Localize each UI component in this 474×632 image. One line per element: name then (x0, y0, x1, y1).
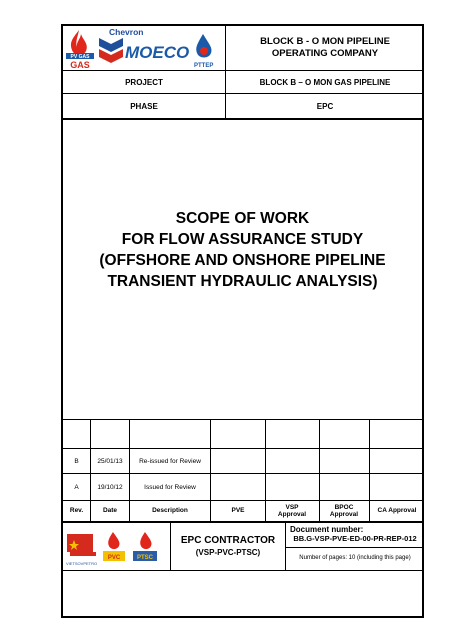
title-line1: SCOPE OF WORK (175, 210, 310, 227)
col-rev: Rev. (69, 507, 84, 515)
gas-label: GAS (70, 60, 90, 70)
phase-label: PHASE (130, 101, 158, 111)
col-bpoc-approval: BPOC Approval (329, 503, 359, 518)
epc-contractor (171, 523, 285, 570)
date-b: 25/01/13 (97, 457, 123, 465)
rev-a: A (74, 483, 79, 491)
pvgas-small-label: PV GAS (70, 54, 90, 60)
title-line2: FOR FLOW ASSURANCE STUDY (121, 231, 364, 248)
company-name-line2: OPERATING COMPANY (271, 48, 379, 59)
flag-base (70, 552, 96, 556)
vietsovpetro-label: VIETSOVPETRO (66, 561, 98, 566)
company-name (226, 26, 424, 70)
doc-number-value: BB.G-VSP-PVE-ED-00-PR-REP-012 (293, 534, 417, 543)
pvc-flame-icon (108, 532, 119, 549)
ptsc-label: PTSC (136, 555, 154, 561)
contractor-logos (65, 524, 169, 568)
vietsovpetro-flag-icon (67, 534, 93, 552)
title-line3: (OFFSHORE AND ONSHORE PIPELINE (99, 252, 386, 269)
epc-contractor-line1: EPC CONTRACTOR (180, 535, 276, 546)
pttep-dot (200, 47, 208, 55)
document-title (63, 208, 422, 292)
doc-number-label: Document number: (290, 525, 364, 534)
rev-b: B (74, 457, 79, 465)
document-number-block (286, 523, 424, 570)
date-a: 19/10/12 (97, 483, 123, 491)
client-logos-graphic (63, 26, 225, 70)
pttep-label: PTTEP (194, 63, 214, 69)
pvgas-flame-icon (71, 30, 87, 55)
contractor-logos-graphic (65, 524, 169, 568)
col-ca-approval: CA Approval (377, 507, 417, 515)
chevron-blue-icon (99, 38, 123, 52)
phase-value: EPC (316, 101, 334, 111)
pvc-label: PVC (107, 555, 121, 561)
moeco-label: MOECO (125, 43, 190, 62)
pages-count: Number of pages: 10 (including this page) (299, 555, 411, 561)
desc-a: Issued for Review (144, 483, 196, 491)
project-label: PROJECT (125, 77, 163, 87)
company-name-line1: BLOCK B - O MON PIPELINE (260, 36, 390, 47)
document-frame (61, 24, 424, 618)
ptsc-flame-icon (140, 532, 151, 549)
epc-contractor-line2: (VSP-PVC-PTSC) (195, 548, 261, 557)
client-logos (63, 26, 225, 70)
col-description: Description (152, 507, 188, 515)
project-value: BLOCK B – O MON GAS PIPELINE (259, 77, 391, 87)
title-line4: TRANSIENT HYDRAULIC ANALYSIS) (107, 273, 378, 290)
col-vsp-approval: VSP Approval (277, 503, 307, 518)
desc-b: Re-issued for Review (139, 457, 201, 465)
col-date: Date (102, 507, 118, 515)
chevron-label: Chevron (109, 27, 144, 37)
col-pve: PVE (231, 507, 245, 515)
